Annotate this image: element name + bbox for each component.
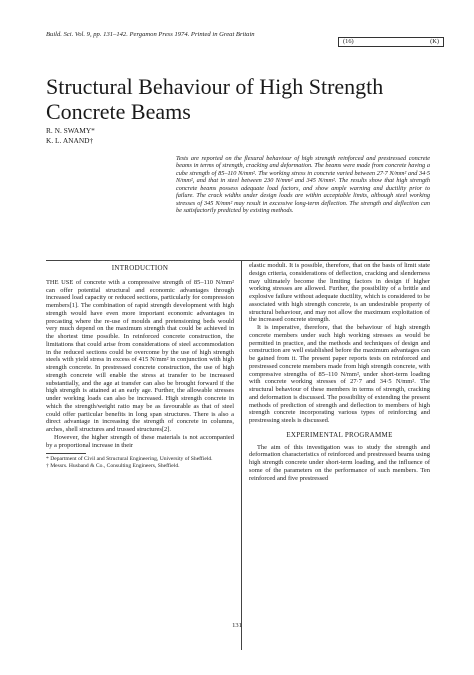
reference-left: (16) <box>343 38 354 45</box>
footnote-rule <box>46 453 86 454</box>
abstract: Tests are reported on the flexural behaviour of high strength reinforced and prestressed concrete beams in terms of strength, cracking and deformation. The beams were made from concrete having a cube strength of 85–110 N/mm². The working stress in concrete varied between 27·7 N/mm² and 34·5 N/mm², and that in steel between 230 N/mm² and 345 N/mm². The results show that high strength concrete beams possess adequate load factors, and show ample warning and ductility prior to failure. The crack widths under design loads are within acceptable limits, although steel working stresses of 345 N/mm² may result in excessive long-term deflection. The strength and deflection can be satisfactorily predicted by existing methods. <box>176 155 430 215</box>
reference-right: (K) <box>430 38 439 45</box>
body-paragraph: It is imperative, therefore, that the behaviour of high strength concrete members under such high working stresses as would be permitted in practice, and the methods and techniques of design and construction are well established before the maximum advantages can be gained from it. The present paper reports tests on reinforced and prestressed concrete members made from high strength concrete, with compressive strengths of 85–110 N/mm², under short-term loading with concrete working stresses of 27·7 and 34·5 N/mm². The structural behaviour of these members in terms of strength, cracking and deformation is discussed. The possibility of extending the present methods of prediction of strength and deflection to members of high strength concrete incorporating various types of reinforcing and prestressing steels is discussed. <box>249 324 430 424</box>
section-divider <box>46 260 430 261</box>
footnote: * Department of Civil and Structural Engineering, University of Sheffield. <box>46 456 213 463</box>
paper-title: Structural Behaviour of High Strength Concrete Beams <box>46 74 384 124</box>
section-heading-introduction: INTRODUCTION <box>111 264 169 272</box>
body-paragraph: The aim of this investigation was to study the strength and deformation characteristics of reinforced and prestressed beams using high strength concrete under short-term loading, and the influence of some of the parameters on the performance of such members. Ten reinforced and five prestressed <box>249 443 430 482</box>
author-list <box>46 126 95 146</box>
reference-box <box>338 37 444 47</box>
section-heading-experimental: EXPERIMENTAL PROGRAMME <box>286 430 393 439</box>
left-column <box>46 262 234 470</box>
body-paragraph: elastic moduli. It is possible, therefore, that on the basis of limit state design criteria, considerations of deflection, cracking and slenderness may ultimately become the limiting factors in design if higher working stresses are allowed. Further, the possibility of a brittle and explosive failure without adequate ductility, which is considered to be associated with high strength concrete, is an undesirable property of structural behaviour, and may not allow the maximum exploitation of the increased concrete strength. <box>249 262 430 324</box>
journal-citation: Build. Sci. Vol. 9, pp. 131–142. Pergamon Press 1974. Printed in Great Britain <box>46 31 255 38</box>
column-divider <box>241 260 242 650</box>
author-name: R. N. SWAMY* <box>46 126 95 135</box>
body-paragraph: However, the higher strength of these materials is not accompanied by a proportional increase in their <box>46 433 234 449</box>
footnote: † Messrs. Husband & Co., Consulting Engineers, Sheffield. <box>46 463 180 470</box>
body-paragraph: THE USE of concrete with a compressive strength of 85–110 N/mm² can offer potential structural and economic advantages through increased load capacity or reduced sections, particularly for compression members[1]. The combination of rapid strength development with high strength would have even more important economic advantages in precasting where the re-use of moulds and pretensioning beds would very much depend on the maximum strength that could be achieved in the shortest time possible. In reinforced concrete construction, the limitations that could arise from considerations of steel accommodation in the reduced sections could be overcome by the use of high strength steels with yield stress in excess of 415 N/mm² in conjunction with high strength concrete. In prestressed concrete construction, the use of high strength concrete will enable the stress at transfer to be increased substantially, and the age at transfer can also be brought forward if the high strength is attained at an early age. Further, the allowable stresses under working loads can also be increased. High strength concrete in which the strength/weight ratio may be as favourable as that of steel could offer particular benefits in long span structures. There is also a direct advantage in increasing the strength of concrete in columns, arches, shell structures and trussed structures[2]. <box>46 278 234 433</box>
author-name: K. L. ANAND† <box>46 136 94 145</box>
page-number: 131 <box>232 622 242 629</box>
right-column <box>249 262 430 482</box>
